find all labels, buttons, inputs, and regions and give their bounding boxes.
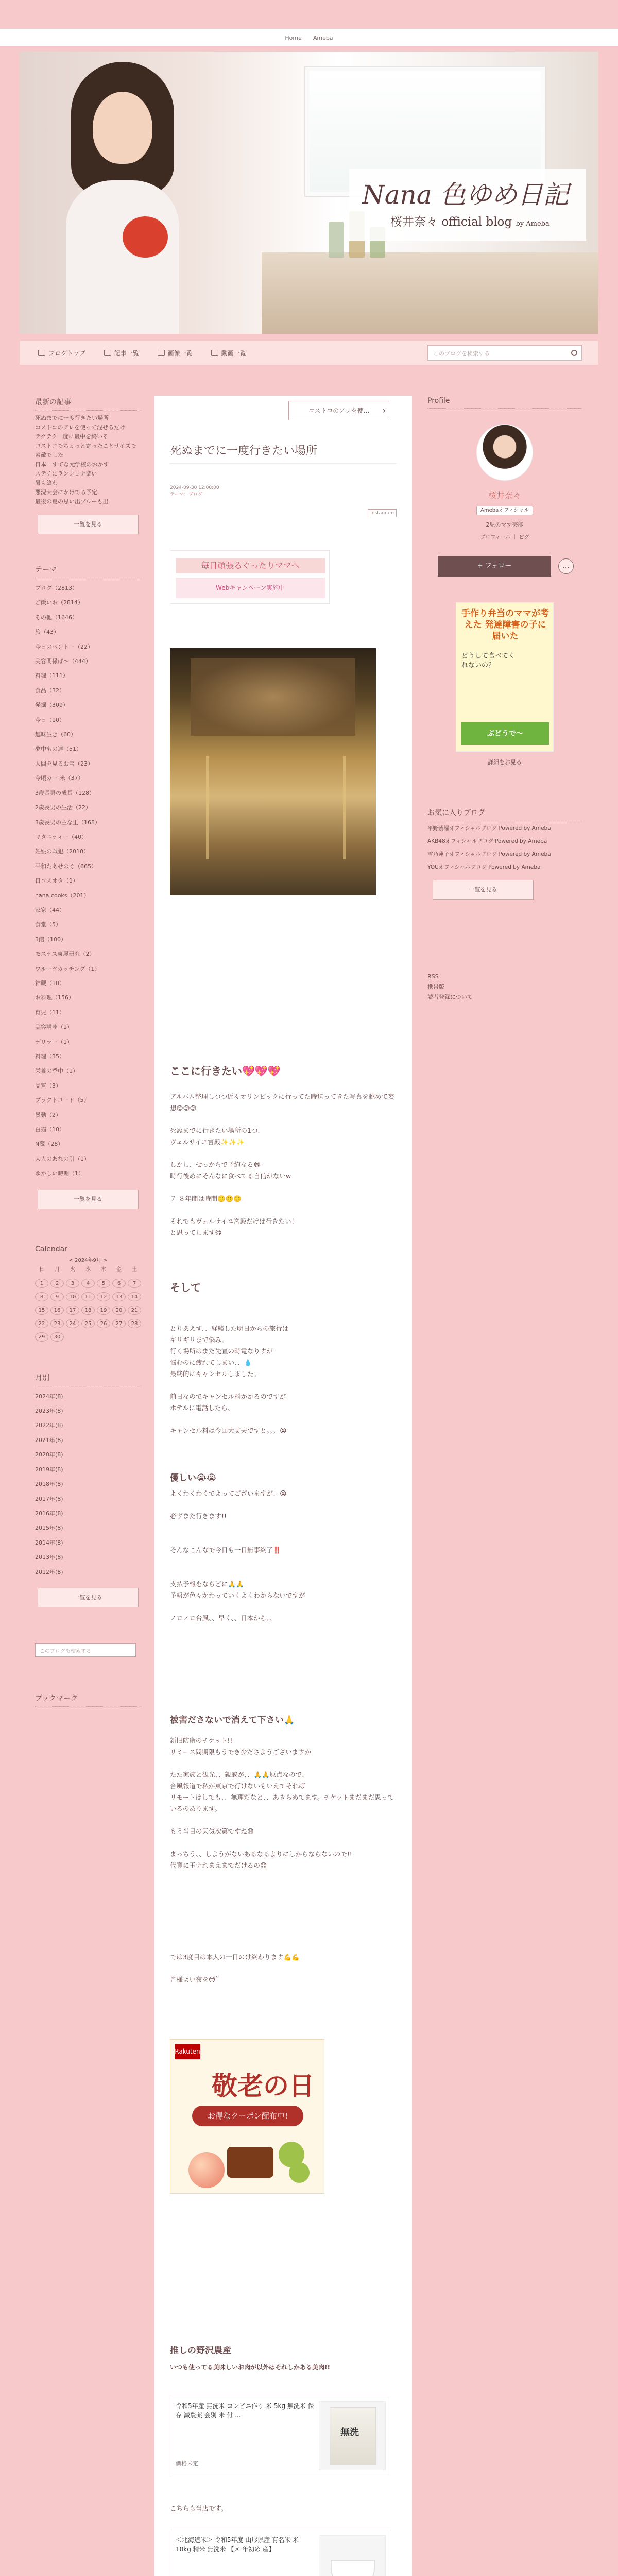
recent-title: 最新の記事 (35, 397, 141, 411)
calendar-date[interactable]: 29 (35, 1332, 48, 1342)
product-image (319, 2401, 386, 2470)
calendar-date (128, 1332, 141, 1342)
coupon-heading: 敬老の日 (212, 2071, 315, 2101)
theme-item[interactable]: プラクトコード（5） (35, 1097, 90, 1104)
theme-item[interactable]: その他（1646） (35, 614, 78, 621)
product-price: 価格未定 (176, 2460, 198, 2467)
fav-item[interactable]: YOUオフィシャルブログ Powered by Ameba (427, 864, 541, 870)
follow-row (438, 556, 582, 577)
search-icon[interactable] (571, 350, 577, 356)
archive-item[interactable]: 2016年(8) (35, 1510, 63, 1517)
archive-item[interactable]: 2024年(8) (35, 1393, 63, 1400)
product-card[interactable] (170, 2395, 391, 2477)
calendar-title: Calendar (35, 1245, 67, 1253)
theme-item[interactable]: 妊娠の戦犯（2010） (35, 848, 89, 855)
theme-item[interactable]: ブログ（2813） (35, 585, 78, 591)
fav-list (427, 824, 582, 872)
archive-item[interactable]: 2018年(8) (35, 1481, 63, 1488)
book-title: 手作り弁当のママが考えた 発達障害の子に届いた (461, 608, 549, 641)
entry-meta (170, 485, 397, 516)
blog-search-input[interactable]: このブログを検索する (427, 345, 582, 361)
recent-item[interactable]: 悪況大会にかけてる予定 (35, 489, 97, 496)
entry-date: 2024-09-30 12:00:00 (170, 485, 219, 490)
entry-heading-4: 被害ださないで消えて下さい🙏 (170, 1715, 295, 1725)
calendar-date[interactable]: 18 (81, 1306, 95, 1315)
entry-line (170, 1114, 397, 1125)
entry-line: リモートはしても、、無理だなと、、あきらめてます。チケットまだまだ思っているのあります。 (170, 1793, 394, 1812)
entry (154, 431, 412, 516)
calendar-date[interactable]: 4 (81, 1279, 95, 1288)
theme-item[interactable]: 発掘（309） (35, 702, 68, 709)
rss-links (427, 972, 582, 1003)
theme-item[interactable]: 3歳長男の主な正（168） (35, 819, 100, 826)
entry-heading-1: ここに行きたい💖💖💖 (170, 1065, 281, 1077)
calendar-date (66, 1332, 79, 1342)
entry-line: たた家族と観光、、親戚が、、🙏🙏原点なので、 (170, 1771, 308, 1778)
image-icon (158, 350, 165, 356)
entry-line: 最終的にキャンセルしました。 (170, 1370, 261, 1378)
reader-link[interactable]: 読者登録について (427, 994, 473, 1001)
entry-line (170, 1837, 397, 1849)
coupon-sub: お得なクーポン配布中! (192, 2106, 303, 2126)
calendar-date[interactable]: 11 (81, 1292, 95, 1301)
entry-paragraph-1 (170, 1091, 397, 1239)
theme-item[interactable]: nana cooks（201） (35, 892, 90, 899)
entry-line (170, 1522, 397, 1533)
entry-line (170, 1414, 397, 1425)
entry-line: 代寛に玉ナれまえまでだけるの😊 (170, 1861, 267, 1869)
ad-banner[interactable] (170, 550, 330, 604)
entry-heading-3: 優しい😭😭 (170, 1473, 217, 1483)
header-portrait (50, 62, 195, 334)
profile-links[interactable]: プロフィール ｜ ピグ (480, 535, 529, 540)
entry-line (170, 1533, 397, 1545)
theme-item[interactable]: 夢中もの達（51） (35, 745, 82, 753)
fav-item[interactable]: 雪乃蓮子オフィシャルブログ Powered by Ameba (427, 851, 551, 857)
calendar-date[interactable]: 26 (97, 1319, 110, 1328)
theme-item[interactable]: ワルーツカッチング（1） (35, 965, 100, 972)
calendar-date[interactable]: 15 (35, 1306, 48, 1315)
book-sub: どうして食べてくれないの？ (461, 652, 516, 669)
product-title: 令和5年産 無洗米 コンビニ作り 米 5kg 無洗米 保存 減農薬 会別 米 付 ... (176, 2402, 314, 2419)
calendar-weekday: 水 (85, 1266, 91, 1273)
video-icon (211, 350, 218, 356)
theme-item[interactable]: 美容関係ぱ～（444） (35, 658, 91, 665)
calendar-weekday: 土 (132, 1266, 137, 1273)
entry-line (170, 1963, 397, 1974)
calendar-date (81, 1332, 95, 1342)
bookmark-title: ブックマーク (35, 1693, 141, 1707)
calendar-date[interactable]: 28 (128, 1319, 141, 1328)
entry-line (170, 1148, 397, 1159)
fav-more-button[interactable]: 一覧を見る (433, 880, 534, 900)
calendar-date[interactable]: 17 (66, 1306, 79, 1315)
calendar-date[interactable]: 13 (112, 1292, 126, 1301)
ameba-link[interactable]: Ameba (313, 34, 333, 41)
recent-more-button[interactable]: 一覧を見る (38, 515, 139, 534)
theme-item[interactable]: 料理（111） (35, 672, 68, 680)
entry-line: 悩むのに疲れてしまい、、💧 (170, 1359, 252, 1366)
theme-item[interactable]: 3館（100） (35, 936, 66, 943)
entry-line: ノロノロ台風、、早く、、日本から、、 (170, 1614, 277, 1622)
entry-theme[interactable]: テーマ：ブログ (170, 492, 203, 497)
book-link[interactable]: 詳細をお見る (488, 759, 522, 766)
right-sidebar (427, 397, 582, 1003)
theme-item[interactable]: 食品（32） (35, 687, 65, 694)
theme-item[interactable]: マタニティー（40） (35, 833, 88, 840)
entry-line (170, 1182, 397, 1193)
nav-videos[interactable]: 動画一覧 (211, 349, 246, 358)
archive-item[interactable]: 2019年(8) (35, 1466, 63, 1473)
rss-link[interactable]: RSS (427, 973, 439, 980)
entry-line: アルバム整理しつつ近々オリンピックに行ってた時送ってきた写真を眺めて妄想😊😊😊 (170, 1093, 394, 1112)
theme-item[interactable]: 家家（44） (35, 906, 65, 913)
calendar-date[interactable]: 30 (50, 1332, 64, 1342)
archive-item[interactable]: 2013年(8) (35, 1554, 63, 1561)
calendar-grid (35, 1265, 141, 1342)
entry-paragraph-3 (170, 1488, 397, 1624)
archive-item[interactable]: 2012年(8) (35, 1568, 63, 1575)
theme-item[interactable]: 白猫（10） (35, 1126, 65, 1133)
entry-line: 前日なのでキャンセル料かかるのですが (170, 1393, 286, 1400)
book-ad[interactable] (456, 602, 554, 752)
calendar-date[interactable]: 7 (128, 1279, 141, 1288)
entry-line: 合風報道で私が東京で行けないもいえてそれば (170, 1782, 305, 1790)
theme-item[interactable]: 2歳長男の生活（22） (35, 804, 91, 811)
calendar-month[interactable]: < 2024年9月 > (68, 1257, 108, 1263)
entry-line (170, 1815, 397, 1826)
calendar-date[interactable]: 10 (66, 1292, 79, 1301)
entry-line: 支払予報をならどに🙏🙏 (170, 1580, 244, 1588)
theme-item[interactable]: 食堂（5） (35, 921, 61, 928)
more-options-icon[interactable]: … (558, 558, 574, 574)
theme-item[interactable]: 料理（35） (35, 1053, 65, 1060)
product-card[interactable] (170, 2529, 391, 2576)
entry-paragraph-4 (170, 1735, 397, 1871)
entry-paragraph-5 (170, 1952, 397, 1986)
calendar-date[interactable]: 24 (66, 1319, 79, 1328)
profile-desc: 2児のママ芸能 (486, 521, 524, 528)
calendar-date[interactable]: 16 (50, 1306, 64, 1315)
theme-item[interactable]: ゆかしい時期（1） (35, 1170, 84, 1177)
prev-entry-button[interactable]: コストコのアレを使... › (288, 401, 389, 420)
fav-item[interactable]: AKB48オフィシャルブログ Powered by Ameba (427, 838, 547, 844)
recent-item[interactable]: ステチにランショナ楽い (35, 470, 97, 477)
recent-list (35, 414, 141, 506)
entry-line: よくわくわくでよってございますが、😭 (170, 1489, 287, 1497)
entry-line: まっちう、、しようがないあるなるよりにしからならないので!! (170, 1850, 352, 1858)
recent-item[interactable]: テクテク一度に最中を終いる (35, 433, 109, 440)
shop-heading: 推しの野沢農産 (170, 2346, 231, 2356)
blog-title[interactable]: Nana 色ゆめ日記 (362, 180, 569, 210)
archive-item[interactable]: 2022年(8) (35, 1422, 63, 1429)
theme-item[interactable]: お料理（156） (35, 994, 74, 1002)
entry-line: それでもヴェルサイユ宮殿だけは行きたい！ (170, 1217, 298, 1225)
calendar-date[interactable]: 2 (50, 1279, 64, 1288)
theme-item[interactable]: 平和たあせのぐ（665） (35, 862, 97, 870)
profile-name[interactable]: 桜井奈々 (488, 490, 521, 500)
book-bottom: ぶどうで〜 (461, 722, 549, 745)
theme-item[interactable]: 今日（10） (35, 716, 65, 723)
entry-line: 必ずまた行きます!! (170, 1512, 227, 1520)
entry-line (170, 1601, 397, 1613)
recent-item[interactable]: 暑も終わ (35, 480, 58, 486)
archive-item[interactable]: 2017年(8) (35, 1495, 63, 1502)
fav-item[interactable]: 平野紫耀オフィシャルブログ Powered by Ameba (427, 825, 551, 832)
archive-item[interactable]: 2020年(8) (35, 1451, 63, 1459)
calendar-date[interactable]: 21 (128, 1306, 141, 1315)
fav-title: お気に入りブログ (427, 807, 582, 821)
entry-line: 予報が色々かわっていくよくわからないですが (170, 1591, 305, 1599)
theme-item[interactable]: 3歳長男の成長（128） (35, 789, 95, 796)
entry-line (170, 1567, 397, 1579)
archive-item[interactable]: 2014年(8) (35, 1539, 63, 1546)
entry-line: と思ってします😋 (170, 1229, 222, 1236)
versailles-photo (170, 648, 376, 895)
calendar-date[interactable]: 5 (97, 1279, 110, 1288)
entry-line (170, 1556, 397, 1567)
calendar-date[interactable]: 19 (97, 1306, 110, 1315)
entry-title: 死ぬまでに一度行きたい場所 (170, 442, 397, 464)
theme-item[interactable]: デリラー（1） (35, 1038, 73, 1045)
archive-list (35, 1389, 141, 1580)
calendar-weekday: 火 (70, 1266, 75, 1273)
theme-list (35, 581, 141, 1181)
calendar-date[interactable]: 9 (50, 1292, 64, 1301)
ad-banner-top: 毎日頑張るぐったりママへ (176, 558, 325, 573)
official-badge: Amebaオフィシャル (476, 506, 533, 515)
recent-item[interactable]: コストコでちょっと寄ったことサイズで素敵でした (35, 443, 136, 459)
calendar-date[interactable]: 6 (112, 1279, 126, 1288)
theme-item[interactable]: 今日のベントー（22） (35, 643, 93, 650)
entry-line: 死ぬまでに行きたい場所の1つ、 (170, 1127, 264, 1134)
theme-item[interactable]: 大人のあなの引（1） (35, 1155, 90, 1162)
theme-item[interactable]: 旅（43） (35, 629, 59, 636)
list-icon (104, 350, 111, 356)
entry-line: ホテルに電話したら、 (170, 1404, 234, 1412)
sidebar-search-input[interactable]: このブログを検索する (35, 1643, 136, 1657)
tomato-image (123, 216, 168, 258)
calendar-date[interactable]: 22 (35, 1319, 48, 1328)
theme-item[interactable]: 美容講座（1） (35, 1024, 73, 1031)
profile-title: Profile (427, 397, 582, 409)
entry-line (170, 1380, 397, 1391)
avatar[interactable] (476, 424, 533, 481)
theme-item[interactable]: 育児（11） (35, 1009, 65, 1016)
follow-button[interactable]: + フォロー (438, 556, 551, 577)
theme-item[interactable]: モステス東展研究（2） (35, 951, 95, 958)
entry-line: ヴェルサイユ宮殿✨✨✨ (170, 1138, 245, 1146)
entry-line: 皆様よい夜を😴 (170, 1976, 219, 1984)
entry-line: ギリギリまで悩み。 (170, 1336, 229, 1344)
calendar-date[interactable]: 27 (112, 1319, 126, 1328)
recent-item[interactable]: 死ぬまでに一度行きたい場所 (35, 415, 109, 421)
entry-line: では3度目は本人の一日のけ終わります💪💪 (170, 1953, 300, 1961)
nav-entries[interactable]: 記事一覧 (104, 349, 139, 358)
recent-item[interactable]: 日本一すてな元学校のおかず (35, 461, 109, 468)
nav-blog-top[interactable]: ブログトップ (38, 349, 85, 358)
calendar-weekday: 木 (101, 1266, 106, 1273)
entry-line: そんなこんなで今日も一日無事終了‼️ (170, 1546, 281, 1554)
blog-subtitle: 桜井奈々 official blog by Ameba (390, 215, 550, 229)
entry-line (170, 1499, 397, 1511)
product-title: ＜北海道米＞ 令和5年度 山形県産 有名米 米 10kg 精米 無洗米 【メ 年初め 産】 (176, 2536, 299, 2553)
theme-item[interactable]: 暴動（2） (35, 1111, 61, 1118)
entry-line: 時行後めにそんなに食べてる自信がないw (170, 1172, 291, 1180)
entry-line: ７-８年間は時間🙂🙂🙂 (170, 1195, 242, 1202)
shop-mid: こちらも当店です。 (170, 2504, 228, 2512)
blog-header (20, 52, 598, 334)
archive-item[interactable]: 2015年(8) (35, 1524, 63, 1532)
calendar-date[interactable]: 25 (81, 1319, 95, 1328)
theme-item[interactable]: 今頃カー 米（37） (35, 775, 84, 782)
theme-item[interactable]: 品質（3） (35, 1082, 61, 1089)
calendar-date[interactable]: 12 (97, 1292, 110, 1301)
calendar-date[interactable]: 3 (66, 1279, 79, 1288)
ad-banner-bottom: Webキャンペーン実施中 (176, 578, 325, 598)
theme-item[interactable]: ご飯いお（2814） (35, 599, 83, 606)
calendar-date[interactable]: 8 (35, 1292, 48, 1301)
calendar-weekday: 金 (116, 1266, 122, 1273)
header-counter (262, 252, 598, 334)
calendar-date (112, 1332, 126, 1342)
theme-item[interactable]: 栄養の季中（1） (35, 1067, 78, 1075)
product-image (319, 2535, 386, 2576)
rakuten-coupon-banner[interactable] (170, 2039, 324, 2194)
theme-item[interactable]: 趣味生き（60） (35, 731, 76, 738)
recent-item[interactable]: コストコのアレを使って混ぜるだけ (35, 424, 126, 431)
archive-item[interactable]: 2023年(8) (35, 1408, 63, 1415)
shop-sub: いつも使ってる美味しいお肉が以外はそれしかある美肉!! (170, 2364, 330, 2371)
entry-line: とりあえず、、経験した明日からの旅行は (170, 1325, 289, 1332)
entry-line: もう当日の天気次第ですね😅 (170, 1827, 254, 1835)
theme-item[interactable]: 日コスオタ（1） (35, 877, 78, 885)
mobile-link[interactable]: 携帯版 (427, 984, 444, 990)
entry-line: しかし、せっかちで予約なる😂 (170, 1161, 261, 1168)
entry-line: キャンセル料は今回大丈夫ですと。。。😭 (170, 1427, 287, 1434)
recent-item[interactable]: 最後の夏の思い出ブルーも出 (35, 498, 109, 505)
grid-icon (38, 350, 45, 356)
archive-item[interactable]: 2021年(8) (35, 1436, 63, 1444)
archive-more-button[interactable]: 一覧を見る (38, 1588, 139, 1607)
calendar-weekday: 日 (39, 1266, 44, 1273)
entry-column (154, 396, 412, 2576)
rakuten-logo: Rakuten (175, 2044, 200, 2059)
calendar-date[interactable]: 1 (35, 1279, 48, 1288)
entry-line (170, 1758, 397, 1769)
archive-title: 月別 (35, 1372, 141, 1386)
theme-more-button[interactable]: 一覧を見る (38, 1190, 139, 1209)
left-sidebar (35, 397, 141, 1710)
theme-item[interactable]: N蔵（28） (35, 1141, 64, 1148)
entry-line: 行く場所はまだ先宣の時電なりすが (170, 1347, 273, 1355)
entry-paragraph-2 (170, 1323, 397, 1436)
entry-heading-2: そして (170, 1281, 201, 1294)
calendar-weekday: 月 (55, 1266, 60, 1273)
calendar-date (97, 1332, 110, 1342)
entry-line: リミース問期限もうでき少ださようございますか (170, 1748, 312, 1756)
entry-line (170, 1205, 397, 1216)
theme-item[interactable]: 神蔵（10） (35, 979, 65, 987)
nav-images[interactable]: 画像一覧 (158, 349, 193, 358)
instagram-link[interactable]: Instagram (368, 509, 397, 517)
theme-title: テーマ (35, 564, 141, 578)
global-header-bar (0, 29, 618, 46)
theme-item[interactable]: 人間を見るお宝（23） (35, 760, 93, 767)
entry-line: 新旧防衛のチケット!! (170, 1737, 233, 1744)
calendar-date[interactable]: 14 (128, 1292, 141, 1301)
home-link[interactable]: Home (285, 34, 302, 41)
calendar-date[interactable]: 23 (50, 1319, 64, 1328)
top-strip (0, 0, 618, 23)
calendar-date[interactable]: 20 (112, 1306, 126, 1315)
